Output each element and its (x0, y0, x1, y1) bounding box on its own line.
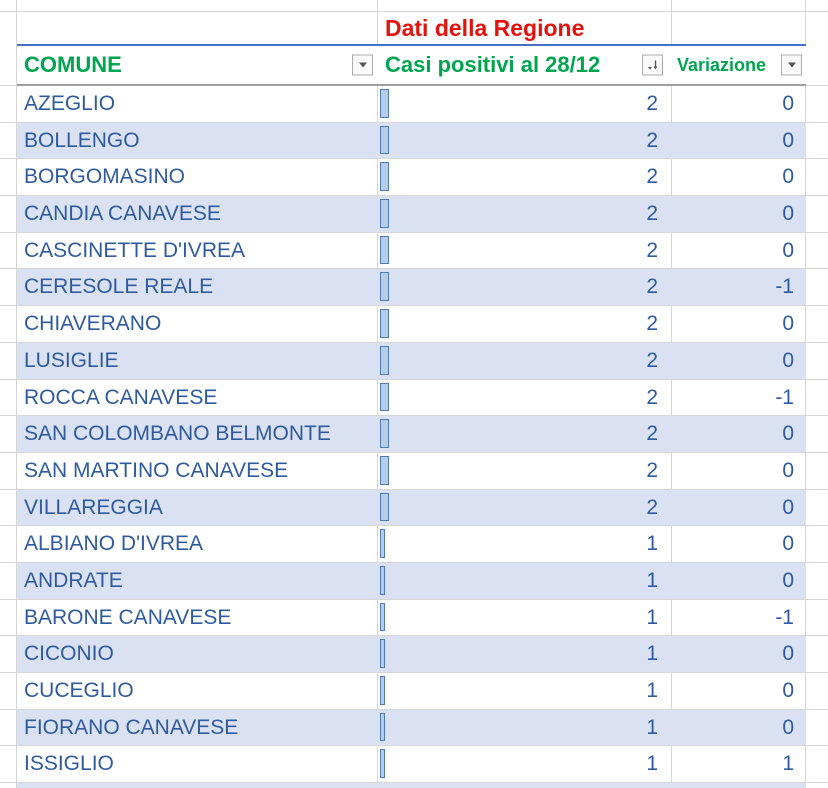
table-row (0, 746, 828, 783)
variazione-cell[interactable] (672, 306, 806, 343)
table-header (17, 44, 806, 86)
casi-value: 2 (646, 422, 658, 446)
variazione-header-label: Variazione (677, 54, 767, 75)
table-row (0, 453, 828, 490)
empty-cell[interactable] (806, 86, 828, 123)
table-row (0, 159, 828, 196)
variazione-value: 0 (782, 312, 794, 336)
comune-cell[interactable]: SAN COLOMBANO BELMONTE (17, 416, 378, 453)
casi-databar (380, 603, 385, 632)
variazione-cell[interactable] (672, 86, 806, 123)
variazione-value: 0 (782, 458, 794, 482)
gutter-cell (0, 269, 17, 306)
table-row (0, 673, 828, 710)
empty-cell[interactable] (806, 44, 828, 86)
comune-cell[interactable]: BOLLENGO (17, 123, 378, 160)
gutter-cell (0, 159, 17, 196)
bottom-partial-row (0, 783, 828, 788)
column-header-comune[interactable] (17, 46, 378, 84)
variazione-value: 0 (782, 422, 794, 446)
variazione-value: 0 (782, 642, 794, 666)
table-row (0, 636, 828, 673)
empty-cell[interactable] (17, 0, 378, 12)
table-row (0, 343, 828, 380)
variazione-value: 0 (782, 92, 794, 115)
gutter-cell (0, 44, 17, 86)
variazione-cell[interactable] (672, 380, 806, 417)
casi-databar (380, 749, 385, 778)
variazione-value: -1 (775, 275, 794, 299)
casi-databar (380, 566, 385, 595)
empty-cell (672, 783, 806, 788)
table-row (0, 196, 828, 233)
casi-cell[interactable] (378, 636, 672, 673)
casi-cell[interactable] (378, 269, 672, 306)
casi-cell[interactable] (378, 306, 672, 343)
empty-cell[interactable] (806, 306, 828, 343)
gutter-cell (0, 453, 17, 490)
casi-value: 2 (646, 238, 658, 262)
variazione-cell[interactable] (672, 636, 806, 673)
table-row (0, 710, 828, 747)
casi-cell[interactable] (378, 86, 672, 123)
casi-databar (380, 529, 385, 558)
casi-value: 2 (646, 348, 658, 372)
variazione-cell[interactable] (672, 343, 806, 380)
casi-value: 1 (646, 532, 658, 556)
empty-cell[interactable] (672, 12, 806, 44)
table-row (0, 233, 828, 270)
casi-databar (380, 676, 385, 705)
casi-value: 2 (646, 128, 658, 152)
gutter-cell (0, 86, 17, 123)
top-partial-row (0, 0, 828, 12)
gutter-cell (0, 343, 17, 380)
casi-databar (380, 126, 389, 155)
column-header-casi[interactable] (378, 46, 672, 84)
casi-value: 2 (646, 202, 658, 226)
casi-header-label: Casi positivi al 28/12 (385, 52, 601, 77)
variazione-value: 0 (782, 238, 794, 262)
variazione-value: 0 (782, 202, 794, 226)
comune-cell[interactable]: BARONE CANAVESE (17, 600, 378, 637)
casi-value: 2 (646, 385, 658, 409)
empty-cell (806, 783, 828, 788)
gutter-cell (0, 233, 17, 270)
empty-cell[interactable] (806, 746, 828, 783)
table-row (0, 86, 828, 123)
variazione-cell[interactable] (672, 453, 806, 490)
casi-sort-filter-button[interactable] (642, 55, 663, 76)
sort-descending-filter-icon (646, 59, 659, 72)
table-row (0, 526, 828, 563)
casi-value: 2 (646, 312, 658, 336)
empty-cell[interactable] (806, 159, 828, 196)
casi-cell[interactable] (378, 159, 672, 196)
table-row (0, 416, 828, 453)
table-row (0, 123, 828, 160)
region-title-cell[interactable] (378, 12, 672, 44)
variazione-cell[interactable] (672, 600, 806, 637)
variazione-value: 0 (782, 165, 794, 189)
casi-cell[interactable] (378, 600, 672, 637)
variazione-cell[interactable] (672, 673, 806, 710)
gutter-cell (0, 0, 17, 12)
gutter-cell (0, 196, 17, 233)
variazione-cell[interactable] (672, 563, 806, 600)
casi-cell[interactable] (378, 233, 672, 270)
comune-cell[interactable]: SAN MARTINO CANAVESE (17, 453, 378, 490)
casi-value: 1 (646, 752, 658, 776)
gutter-cell (0, 123, 17, 160)
casi-databar (380, 162, 389, 191)
empty-cell[interactable] (806, 233, 828, 270)
casi-cell[interactable] (378, 380, 672, 417)
casi-databar (380, 493, 389, 522)
variazione-cell[interactable] (672, 490, 806, 527)
empty-cell[interactable] (806, 123, 828, 160)
comune-filter-button[interactable] (352, 55, 373, 76)
casi-databar (380, 272, 389, 301)
empty-cell[interactable] (806, 0, 828, 12)
variazione-filter-button[interactable] (781, 55, 802, 76)
gutter-cell (0, 636, 17, 673)
comune-cell[interactable]: AZEGLIO (17, 86, 378, 123)
casi-value: 2 (646, 275, 658, 299)
title-row (0, 12, 828, 44)
gutter-cell (0, 306, 17, 343)
empty-cell[interactable] (806, 600, 828, 637)
casi-value: 2 (646, 165, 658, 189)
empty-cell[interactable] (806, 416, 828, 453)
empty-cell[interactable] (806, 343, 828, 380)
casi-value: 2 (646, 458, 658, 482)
casi-databar (380, 419, 389, 448)
comune-header-label: COMUNE (24, 52, 122, 77)
casi-databar (380, 713, 385, 742)
variazione-cell[interactable] (672, 746, 806, 783)
gutter-cell (0, 416, 17, 453)
empty-cell[interactable] (806, 490, 828, 527)
casi-value: 1 (646, 605, 658, 629)
comune-cell[interactable]: ISSIGLIO (17, 746, 378, 783)
casi-cell[interactable] (378, 746, 672, 783)
casi-value: 2 (646, 92, 658, 115)
casi-cell[interactable] (378, 343, 672, 380)
table-row (0, 306, 828, 343)
gutter-cell (0, 783, 17, 788)
table-header-row (0, 44, 828, 86)
comune-cell[interactable]: CASCINETTE D'IVREA (17, 233, 378, 270)
casi-value: 1 (646, 679, 658, 702)
empty-cell[interactable] (806, 563, 828, 600)
variazione-value: 0 (782, 128, 794, 152)
comune-cell[interactable]: CERESOLE REALE (17, 269, 378, 306)
variazione-value: 0 (782, 532, 794, 556)
empty-cell[interactable] (806, 673, 828, 710)
casi-databar (380, 236, 389, 265)
casi-cell[interactable] (378, 416, 672, 453)
gutter-cell (0, 600, 17, 637)
comune-cell[interactable]: CHIAVERANO (17, 306, 378, 343)
gutter-cell (0, 526, 17, 563)
variazione-value: 1 (782, 752, 794, 776)
comune-cell[interactable]: ANDRATE (17, 563, 378, 600)
casi-cell[interactable] (378, 526, 672, 563)
column-header-variazione[interactable] (672, 46, 806, 84)
variazione-cell[interactable] (672, 269, 806, 306)
empty-cell[interactable] (806, 380, 828, 417)
comune-cell[interactable]: FIORANO CANAVESE (17, 710, 378, 747)
gutter-cell (0, 746, 17, 783)
comune-cell[interactable]: CANDIA CANAVESE (17, 196, 378, 233)
table-row (0, 490, 828, 527)
empty-cell[interactable] (806, 269, 828, 306)
variazione-cell[interactable] (672, 526, 806, 563)
casi-value: 1 (646, 568, 658, 592)
comune-cell[interactable]: LUSIGLIE (17, 343, 378, 380)
comune-cell[interactable]: ALBIANO D'IVREA (17, 526, 378, 563)
gutter-cell (0, 563, 17, 600)
empty-cell[interactable] (17, 12, 378, 44)
empty-cell (378, 783, 672, 788)
table-row (0, 269, 828, 306)
variazione-cell[interactable] (672, 196, 806, 233)
casi-databar (380, 383, 389, 412)
filter-dropdown-icon (359, 63, 367, 68)
region-data-title: Dati della Regione (385, 15, 585, 41)
casi-cell[interactable] (378, 490, 672, 527)
gutter-cell (0, 12, 17, 44)
casi-value: 2 (646, 495, 658, 519)
empty-cell[interactable] (806, 710, 828, 747)
variazione-value: 0 (782, 715, 794, 739)
empty-cell[interactable] (806, 12, 828, 44)
variazione-value: -1 (775, 385, 794, 409)
casi-cell[interactable] (378, 563, 672, 600)
variazione-value: 0 (782, 679, 794, 702)
comune-cell[interactable]: CUCEGLIO (17, 673, 378, 710)
casi-databar (380, 456, 389, 485)
casi-databar (380, 309, 389, 338)
casi-databar (380, 346, 389, 375)
comune-cell[interactable]: BORGOMASINO (17, 159, 378, 196)
empty-cell[interactable] (378, 0, 672, 12)
table-row (0, 600, 828, 637)
empty-cell[interactable] (806, 526, 828, 563)
empty-cell (17, 783, 378, 788)
variazione-cell[interactable] (672, 416, 806, 453)
table-row (0, 380, 828, 417)
gutter-cell (0, 710, 17, 747)
empty-cell[interactable] (806, 453, 828, 490)
variazione-cell[interactable] (672, 159, 806, 196)
casi-cell[interactable] (378, 453, 672, 490)
casi-value: 1 (646, 715, 658, 739)
variazione-cell[interactable] (672, 233, 806, 270)
gutter-cell (0, 673, 17, 710)
casi-cell[interactable] (378, 123, 672, 160)
variazione-cell[interactable] (672, 123, 806, 160)
casi-databar (380, 199, 389, 228)
table-body (0, 86, 828, 783)
empty-cell[interactable] (806, 636, 828, 673)
casi-databar (380, 89, 389, 118)
casi-databar (380, 639, 385, 668)
variazione-value: 0 (782, 495, 794, 519)
empty-cell[interactable] (672, 0, 806, 12)
empty-cell[interactable] (806, 196, 828, 233)
gutter-cell (0, 490, 17, 527)
comune-cell[interactable]: ROCCA CANAVESE (17, 380, 378, 417)
table-row (0, 563, 828, 600)
variazione-value: 0 (782, 348, 794, 372)
comune-cell[interactable]: VILLAREGGIA (17, 490, 378, 527)
gutter-cell (0, 380, 17, 417)
casi-value: 1 (646, 642, 658, 666)
casi-cell[interactable] (378, 196, 672, 233)
comune-cell[interactable]: CICONIO (17, 636, 378, 673)
variazione-value: -1 (775, 605, 794, 629)
filter-dropdown-icon (788, 63, 796, 68)
casi-cell[interactable] (378, 710, 672, 747)
variazione-value: 0 (782, 568, 794, 592)
casi-cell[interactable] (378, 673, 672, 710)
variazione-cell[interactable] (672, 710, 806, 747)
